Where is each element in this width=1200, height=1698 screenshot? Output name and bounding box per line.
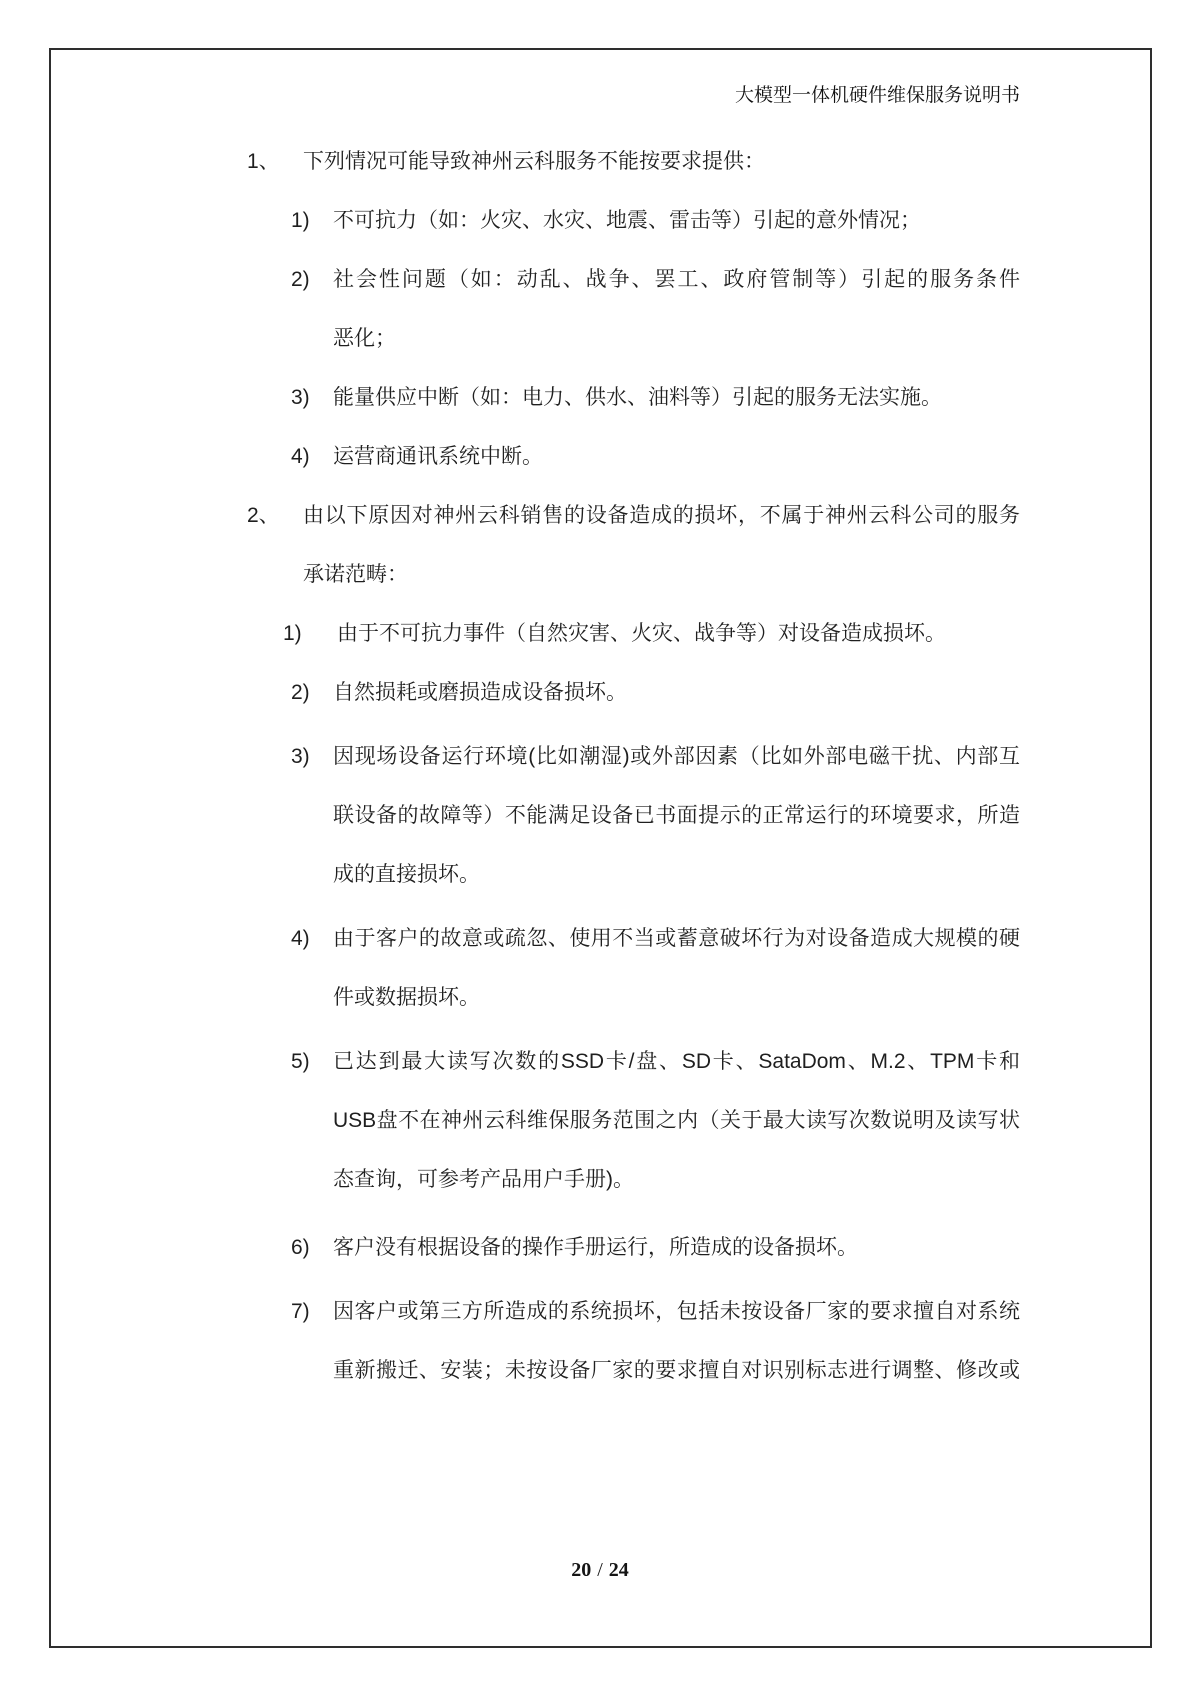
list-item-number: 6): [291, 1236, 310, 1259]
text-line: 运营商通讯系统中断。: [333, 445, 543, 468]
list-item: [0, 368, 1200, 427]
list-item-number: 5): [291, 1050, 310, 1073]
list-item: [0, 1218, 1200, 1277]
list-item: [0, 250, 1200, 368]
list-item: [0, 427, 1200, 486]
text-line: 因现场设备运行环境(比如潮湿)或外部因素（比如外部电磁干扰、内部互: [333, 745, 1020, 768]
list-item: [0, 1032, 1200, 1209]
text-line: 由以下原因对神州云科销售的设备造成的损坏，不属于神州云科公司的服务: [303, 504, 1020, 527]
text-line: 已达到最大读写次数的SSD卡/盘、SD卡、SataDom、M.2、TPM卡和: [333, 1050, 1020, 1073]
text-line: 下列情况可能导致神州云科服务不能按要求提供：: [303, 150, 765, 173]
text-line: 自然损耗或磨损造成设备损坏。: [333, 681, 627, 704]
page-header-title: 大模型一体机硬件维保服务说明书: [734, 85, 1020, 106]
list-item: [0, 909, 1200, 1027]
text-line: 承诺范畴：: [303, 563, 408, 586]
text-line: 能量供应中断（如：电力、供水、油料等）引起的服务无法实施。: [333, 386, 942, 409]
list-item-number: 7): [291, 1300, 310, 1323]
list-item-number: 3): [291, 745, 310, 768]
list-item: [0, 604, 1200, 663]
text-line: 因客户或第三方所造成的系统损坏，包括未按设备厂家的要求擅自对系统: [333, 1300, 1020, 1323]
page-footer: [0, 1556, 1200, 1584]
list-item-number: 3): [291, 386, 310, 409]
list-item-number: 4): [291, 445, 310, 468]
list-item: [0, 1282, 1200, 1400]
list-item-number: 2): [291, 681, 310, 704]
page-number-total: 24: [608, 1559, 629, 1581]
list-item: [0, 663, 1200, 722]
text-line: USB盘不在神州云科维保服务范围之内（关于最大读写次数说明及读写状: [333, 1109, 1020, 1132]
text-line: 客户没有根据设备的操作手册运行，所造成的设备损坏。: [333, 1236, 858, 1259]
text-line: 恶化；: [333, 327, 396, 350]
list-item-number: 1、: [247, 150, 280, 173]
list-item-number: 2): [291, 268, 310, 291]
page-number-current: 20: [571, 1559, 592, 1581]
text-line: 成的直接损坏。: [333, 863, 480, 886]
text-line: 由于不可抗力事件（自然灾害、火灾、战争等）对设备造成损坏。: [337, 622, 946, 645]
list-item-number: 1): [291, 209, 310, 232]
text-line: 由于客户的故意或疏忽、使用不当或蓄意破坏行为对设备造成大规模的硬: [333, 927, 1020, 950]
text-line: 社会性问题（如：动乱、战争、罢工、政府管制等）引起的服务条件: [333, 268, 1020, 291]
page-number-separator: /: [597, 1559, 603, 1581]
list-item: [0, 132, 1200, 191]
text-line: 不可抗力（如：火灾、水灾、地震、雷击等）引起的意外情况；: [333, 209, 921, 232]
text-line: 联设备的故障等）不能满足设备已书面提示的正常运行的环境要求，所造: [333, 804, 1020, 827]
document-body: [0, 132, 1200, 1400]
list-item-number: 1): [283, 622, 302, 645]
text-line: 重新搬迁、安装；未按设备厂家的要求擅自对识别标志进行调整、修改或: [333, 1359, 1020, 1382]
list-item: [0, 486, 1200, 604]
text-line: 件或数据损坏。: [333, 986, 480, 1009]
list-item-number: 2、: [247, 504, 280, 527]
list-item-number: 4): [291, 927, 310, 950]
list-item: [0, 727, 1200, 904]
list-item: [0, 191, 1200, 250]
text-line: 态查询，可参考产品用户手册)。: [333, 1168, 634, 1191]
